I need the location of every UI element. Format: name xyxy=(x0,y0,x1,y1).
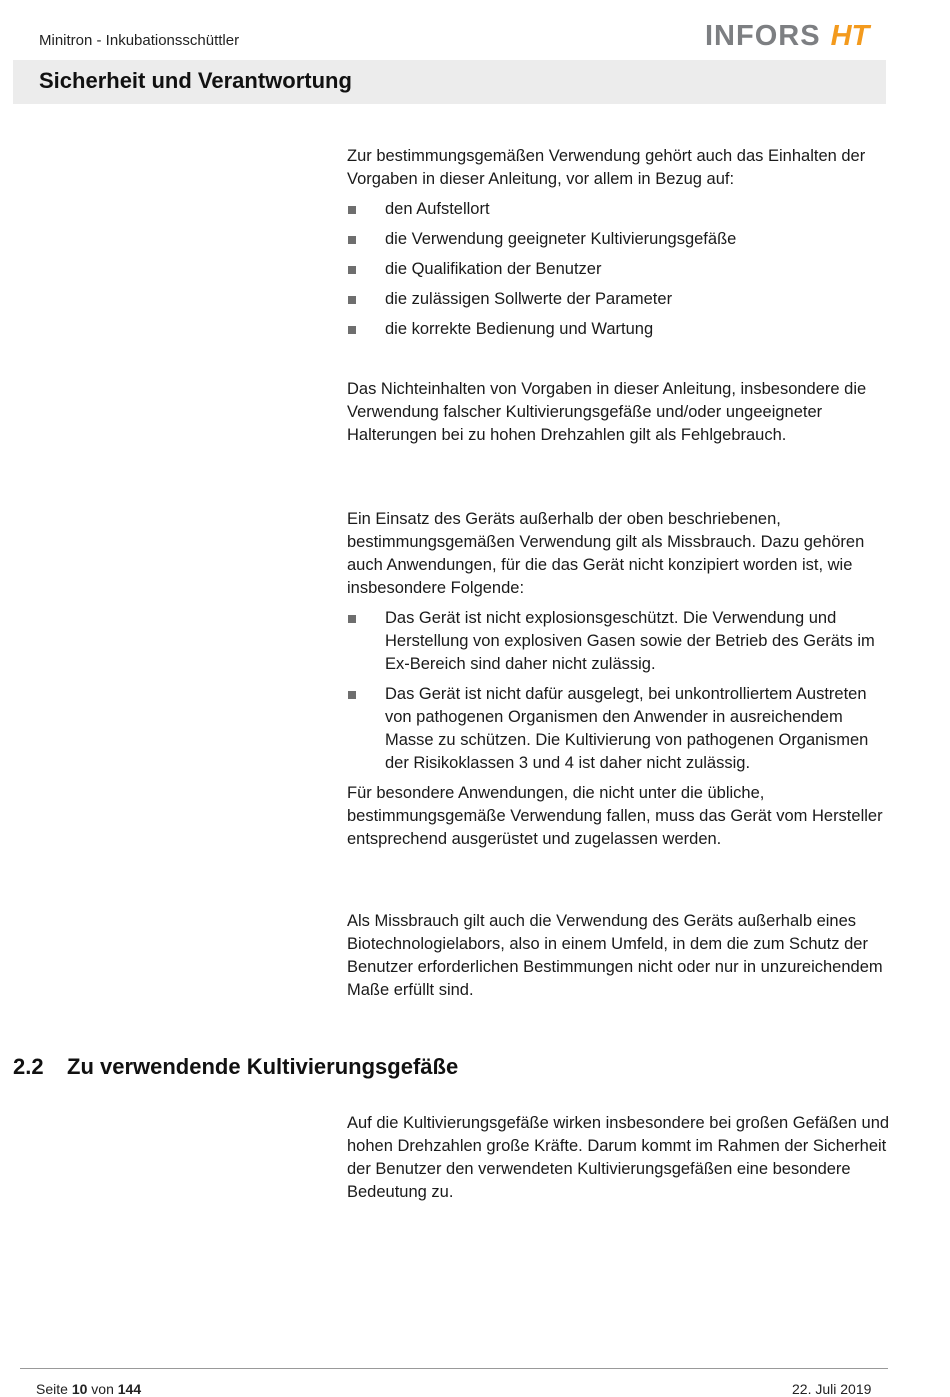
lab-misuse-paragraph: Als Missbrauch gilt auch die Verwendung des Geräts außerhalb eines Biotechnologielabors, also in einem Umfeld, in dem die zum Schutz der Benutzer erforderlichen Bestimmungen nicht oder nur in unzureichendem Maße erfüllt sind. xyxy=(347,912,883,999)
page-number: Seite 10 von 144 xyxy=(36,1381,142,1397)
square-bullet-icon xyxy=(348,266,356,274)
list-item: Das Gerät ist nicht explosionsgeschützt. Die Verwendung und Herstellung von explosiven Gasen sowie der Betrieb des Geräts im Ex-Bereich sind daher nicht zulässig. xyxy=(347,607,892,676)
footer-divider xyxy=(20,1368,888,1369)
intended-use-list xyxy=(347,198,892,341)
list-item: den Aufstellort xyxy=(347,198,892,221)
square-bullet-icon xyxy=(348,206,356,214)
square-bullet-icon xyxy=(348,236,356,244)
section-title: Sicherheit und Verantwortung xyxy=(39,68,352,93)
section-heading-2-2 xyxy=(13,1054,458,1080)
square-bullet-icon xyxy=(348,296,356,304)
vessels-paragraph: Auf die Kultivierungsgefäße wirken insbesondere bei großen Gefäßen und hohen Drehzahlen große Kräfte. Darum kommt im Rahmen der Sicherheit der Benutzer den verwendeten Kultivierungsgefäßen eine besondere Bedeutung zu. xyxy=(347,1114,890,1201)
list-item: Das Gerät ist nicht dafür ausgelegt, bei unkontrolliertem Austreten von pathogenen Organismen den Anwender in ausreichendem Masse zu schützen. Die Kultivierung von pathogenen Organismen der Risikoklassen 3 und 4 ist daher nicht zulässig. xyxy=(347,683,892,775)
list-item: die Qualifikation der Benutzer xyxy=(347,258,892,281)
footer-date: 22. Juli 2019 xyxy=(792,1381,872,1397)
square-bullet-icon xyxy=(348,691,356,699)
section-header-bar xyxy=(13,60,886,104)
infors-ht-logo xyxy=(705,20,869,52)
document-title: Minitron - Inkubationsschüttler xyxy=(39,32,240,49)
misuse-block xyxy=(347,508,892,851)
list-item: die Verwendung geeigneter Kultivierungsgefäße xyxy=(347,228,892,251)
intended-use-block xyxy=(347,145,892,341)
misuse-list xyxy=(347,607,892,775)
logo-text: INFORS xyxy=(705,19,821,52)
misuse-intro: Ein Einsatz des Geräts außerhalb der oben beschriebenen, bestimmungsgemäßen Verwendung gilt als Missbrauch. Dazu gehören auch Anwendungen, für die das Gerät nicht konzipiert worden ist, wie insbesondere Folgende: xyxy=(347,510,865,597)
section-number: 2.2 xyxy=(13,1054,44,1079)
section-heading-title: Zu verwendende Kultivierungsgefäße xyxy=(67,1054,459,1079)
misuse-paragraph: Das Nichteinhalten von Vorgaben in dieser Anleitung, insbesondere die Verwendung falscher Kultivierungsgefäße und/oder ungeeigneter Halterungen bei zu hohen Drehzahlen gilt als Fehlgebrauch. xyxy=(347,380,867,444)
list-item: die korrekte Bedienung und Wartung xyxy=(347,318,892,341)
intended-use-intro: Zur bestimmungsgemäßen Verwendung gehört auch das Einhalten der Vorgaben in dieser Anleitung, vor allem in Bezug auf: xyxy=(347,147,866,188)
square-bullet-icon xyxy=(348,326,356,334)
logo-suffix: HT xyxy=(830,19,870,52)
list-item: die zulässigen Sollwerte der Parameter xyxy=(347,288,892,311)
square-bullet-icon xyxy=(348,615,356,623)
misuse-outro: Für besondere Anwendungen, die nicht unter die übliche, bestimmungsgemäße Verwendung fallen, muss das Gerät vom Hersteller entsprechend ausgerüstet und zugelassen werden. xyxy=(347,784,883,848)
